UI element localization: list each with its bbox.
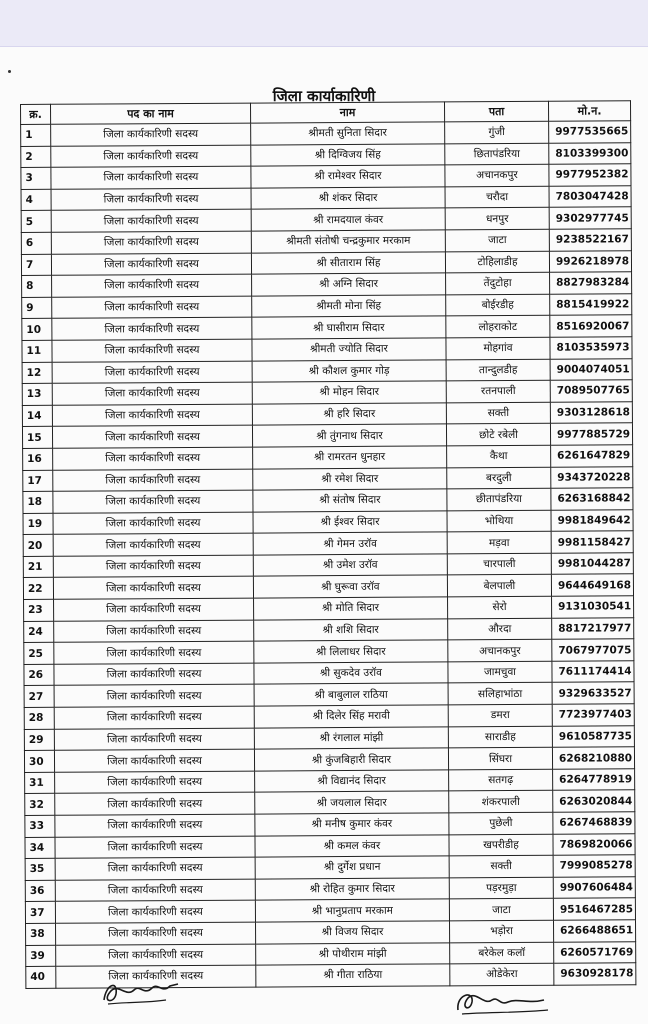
ink-mark [8, 70, 11, 73]
post-cell: जिला कार्यकारिणी सदस्य [56, 965, 256, 988]
mobile-cell: 6268210880 [552, 747, 634, 769]
row-number: 3 [21, 168, 51, 190]
name-cell: श्री रामेश्वर सिदार [251, 165, 445, 188]
mobile-cell: 9977535665 [549, 121, 631, 143]
row-number: 15 [22, 427, 52, 449]
mobile-cell: 8817217977 [552, 617, 634, 639]
post-cell: जिला कार्यकारिणी सदस्य [51, 253, 251, 276]
row-number: 20 [23, 535, 53, 557]
address-cell: तेंदुटोहा [446, 272, 550, 294]
address-cell: धनपुर [445, 208, 549, 230]
row-number: 26 [24, 664, 54, 686]
post-cell: जिला कार्यकारिणी सदस्य [54, 728, 254, 751]
mobile-cell: 9644649168 [551, 574, 633, 596]
mobile-cell: 7089507765 [550, 380, 632, 402]
post-cell: जिला कार्यकारिणी सदस्य [56, 922, 256, 945]
row-number: 40 [26, 966, 56, 988]
row-number: 1 [21, 124, 51, 146]
post-cell: जिला कार्यकारिणी सदस्य [54, 749, 254, 772]
post-cell: जिला कार्यकारिणी सदस्य [53, 577, 253, 600]
name-cell: श्री विजय सिदार [256, 921, 450, 944]
name-cell: श्री सीताराम सिंह [251, 251, 445, 274]
signature-icon [448, 984, 558, 1020]
name-cell: श्रीमती सुनिता सिदार [251, 122, 445, 145]
mobile-cell: 9610587735 [552, 725, 634, 747]
post-cell: जिला कार्यकारिणी सदस्य [54, 620, 254, 643]
mobile-cell: 8103399300 [549, 142, 631, 164]
row-number: 27 [24, 686, 54, 708]
name-cell: श्री घासीराम सिदार [252, 316, 446, 339]
post-cell: जिला कार्यकारिणी सदस्य [51, 231, 251, 254]
document-title: जिला कार्याकारिणी [272, 87, 376, 105]
address-cell: बरदुली [447, 467, 551, 489]
row-number: 21 [23, 556, 53, 578]
name-cell: श्री शंकर सिदार [251, 187, 445, 210]
address-cell: अचानकपुर [445, 164, 549, 186]
address-cell: लोहराकोट [446, 316, 550, 338]
address-cell: छितापंडरिया [445, 143, 549, 165]
address-cell: तान्दुलडीह [446, 359, 550, 381]
mobile-cell: 8103535973 [550, 337, 632, 359]
post-cell: जिला कार्यकारिणी सदस्य [54, 663, 254, 686]
address-cell: मड़वा [447, 532, 551, 554]
viewer-top-bar [0, 0, 648, 47]
post-cell: जिला कार्यकारिणी सदस्य [53, 469, 253, 492]
name-cell: श्री भानुप्रताप मरकाम [255, 899, 449, 922]
address-cell: सलिहाभांठा [448, 683, 552, 705]
row-number: 32 [25, 794, 55, 816]
name-cell: श्री ईश्वर सिदार [253, 511, 447, 534]
address-cell: जाटा [445, 229, 549, 251]
name-cell: श्री लिलाधर सिदार [254, 640, 448, 663]
column-header-sn: क्र. [21, 104, 51, 124]
post-cell: जिला कार्यकारिणी सदस्य [55, 814, 255, 837]
post-cell: जिला कार्यकारिणी सदस्य [52, 425, 252, 448]
post-cell: जिला कार्यकारिणी सदस्य [56, 944, 256, 967]
name-cell: श्री मनीष कुमार कंवर [255, 813, 449, 836]
name-cell: श्री बाबुलाल राठिया [254, 683, 448, 706]
address-cell: सतगढ़ [449, 769, 553, 791]
name-cell: श्रीमती ज्योति सिदार [252, 338, 446, 361]
row-number: 29 [24, 729, 54, 751]
post-cell: जिला कार्यकारिणी सदस्य [53, 533, 253, 556]
address-cell: ओडेकेरा [450, 963, 554, 985]
post-cell: जिला कार्यकारिणी सदस्य [55, 857, 255, 880]
mobile-cell: 6267468839 [553, 812, 635, 834]
name-cell: श्री शशि सिदार [254, 619, 448, 642]
mobile-cell: 9977885729 [550, 423, 632, 445]
post-cell: जिला कार्यकारिणी सदस्य [52, 296, 252, 319]
mobile-cell: 9302977745 [549, 207, 631, 229]
name-cell: श्री कुंजबिहारी सिदार [254, 748, 448, 771]
row-number: 4 [21, 189, 51, 211]
name-cell: श्री जयलाल सिदार [255, 791, 449, 814]
address-cell: डमरा [448, 704, 552, 726]
column-header-name: नाम [250, 102, 444, 123]
address-cell: पड़रमुड़ा [449, 877, 553, 899]
mobile-cell: 9303128618 [550, 401, 632, 423]
post-cell: जिला कार्यकारिणी सदस्य [52, 404, 252, 427]
mobile-cell: 6260571769 [554, 941, 636, 963]
post-cell: जिला कार्यकारिणी सदस्य [51, 188, 251, 211]
mobile-cell: 6261647829 [551, 445, 633, 467]
name-cell: श्री कमल कंवर [255, 834, 449, 857]
mobile-cell: 6266488651 [553, 920, 635, 942]
mobile-cell: 9343720228 [551, 466, 633, 488]
row-number: 6 [21, 232, 51, 254]
row-number: 19 [23, 513, 53, 535]
address-cell: जामचुवा [448, 661, 552, 683]
row-number: 11 [22, 340, 52, 362]
name-cell: श्री तुंगनाथ सिदार [252, 424, 446, 447]
row-number: 31 [25, 772, 55, 794]
mobile-cell: 9926218978 [549, 250, 631, 272]
name-cell: श्री संतोष सिदार [253, 489, 447, 512]
mobile-cell: 6264778919 [553, 769, 635, 791]
post-cell: जिला कार्यकारिणी सदस्य [52, 339, 252, 362]
mobile-cell: 9907606484 [553, 877, 635, 899]
row-number: 25 [24, 643, 54, 665]
mobile-cell: 9977952382 [549, 164, 631, 186]
name-cell: श्री घुरूवा उरॉव [253, 575, 447, 598]
address-cell: चारपाली [447, 553, 551, 575]
post-cell: जिला कार्यकारिणी सदस्य [54, 641, 254, 664]
row-number: 17 [23, 470, 53, 492]
table-body [21, 121, 636, 988]
mobile-cell: 9329633527 [552, 682, 634, 704]
address-cell: गुंजी [445, 121, 549, 143]
post-cell: जिला कार्यकारिणी सदस्य [54, 706, 254, 729]
row-number: 12 [22, 362, 52, 384]
mobile-cell: 6263168842 [551, 488, 633, 510]
name-cell: श्री गीता राठिया [256, 964, 450, 987]
mobile-cell: 9981158427 [551, 531, 633, 553]
mobile-cell: 8516920067 [550, 315, 632, 337]
mobile-cell: 8827983284 [550, 272, 632, 294]
name-cell: श्री गेमन उरॉव [253, 532, 447, 555]
name-cell: श्री अग्नि सिदार [252, 273, 446, 296]
row-number: 34 [25, 837, 55, 859]
post-cell: जिला कार्यकारिणी सदस्य [53, 490, 253, 513]
post-cell: जिला कार्यकारिणी सदस्य [55, 836, 255, 859]
post-cell: जिला कार्यकारिणी सदस्य [51, 166, 251, 189]
address-cell: कैथा [447, 445, 551, 467]
post-cell: जिला कार्यकारिणी सदस्य [54, 685, 254, 708]
name-cell: श्री कौशल कुमार गोड़ [252, 359, 446, 382]
row-number: 14 [22, 405, 52, 427]
row-number: 8 [22, 275, 52, 297]
name-cell: श्री सुकदेव उरॉव [254, 662, 448, 685]
address-cell: टोहिलाडीह [445, 251, 549, 273]
row-number: 33 [25, 815, 55, 837]
mobile-cell: 7803047428 [549, 186, 631, 208]
row-number: 39 [26, 945, 56, 967]
address-cell: पुछेली [449, 812, 553, 834]
row-number: 37 [25, 902, 55, 924]
post-cell: जिला कार्यकारिणी सदस्य [55, 900, 255, 923]
name-cell: श्री रोहित कुमार सिदार [255, 878, 449, 901]
post-cell: जिला कार्यकारिणी सदस्य [52, 382, 252, 405]
address-cell: जाटा [449, 899, 553, 921]
mobile-cell: 9516467285 [553, 898, 635, 920]
name-cell: श्री विद्यानंद सिदार [255, 770, 449, 793]
address-cell: सक्ती [449, 855, 553, 877]
name-cell: श्री दुर्गेश प्रधान [255, 856, 449, 879]
post-cell: जिला कार्यकारिणी सदस्य [53, 512, 253, 535]
name-cell: श्री मोति सिदार [254, 597, 448, 620]
members-table [20, 100, 636, 988]
address-cell: मोहगांव [446, 337, 550, 359]
address-cell: औरदा [448, 618, 552, 640]
mobile-cell: 8815419922 [550, 294, 632, 316]
row-number: 22 [23, 578, 53, 600]
column-header-address: पता [444, 101, 548, 122]
row-number: 30 [24, 751, 54, 773]
row-number: 5 [21, 211, 51, 233]
address-cell: अचानकपुर [448, 640, 552, 662]
post-cell: जिला कार्यकारिणी सदस्य [55, 879, 255, 902]
address-cell: सक्ती [446, 402, 550, 424]
post-cell: जिला कार्यकारिणी सदस्य [51, 123, 251, 146]
name-cell: श्री रामदयाल कंवर [251, 208, 445, 231]
row-number: 35 [25, 858, 55, 880]
mobile-cell: 7869820066 [553, 833, 635, 855]
address-cell: बेलपाली [447, 575, 551, 597]
address-cell: साराडीह [448, 726, 552, 748]
row-number: 36 [25, 880, 55, 902]
post-cell: जिला कार्यकारिणी सदस्य [53, 555, 253, 578]
row-number: 38 [26, 923, 56, 945]
address-cell: सिंघरा [448, 747, 552, 769]
name-cell: श्री रंगलाल मांझी [254, 727, 448, 750]
post-cell: जिला कार्यकारिणी सदस्य [53, 447, 253, 470]
name-cell: श्री रामरतन धुनहार [253, 446, 447, 469]
post-cell: जिला कार्यकारिणी सदस्य [52, 361, 252, 384]
name-cell: श्रीमती संतोषी चन्द्रकुमार मरकाम [251, 230, 445, 253]
mobile-cell: 7611174414 [552, 661, 634, 683]
name-cell: श्री रमेश सिदार [253, 467, 447, 490]
row-number: 9 [22, 297, 52, 319]
address-cell: रतनपाली [446, 380, 550, 402]
address-cell: छोटे रबेली [446, 424, 550, 446]
mobile-cell: 7723977403 [552, 704, 634, 726]
row-number: 13 [22, 383, 52, 405]
row-number: 23 [24, 599, 54, 621]
post-cell: जिला कार्यकारिणी सदस्य [52, 317, 252, 340]
mobile-cell: 9131030541 [552, 596, 634, 618]
name-cell: श्री दिलेर सिंह मरावी [254, 705, 448, 728]
mobile-cell: 9004074051 [550, 358, 632, 380]
row-number: 10 [22, 319, 52, 341]
name-cell: श्री उमेश उरॉव [253, 554, 447, 577]
address-cell: शंकरपाली [449, 791, 553, 813]
mobile-cell: 9238522167 [549, 229, 631, 251]
mobile-cell: 9981044287 [551, 553, 633, 575]
row-number: 18 [23, 491, 53, 513]
address-cell: भोथिया [447, 510, 551, 532]
name-cell: श्री दिग्विजय सिंह [251, 143, 445, 166]
row-number: 28 [24, 707, 54, 729]
mobile-cell: 9981849642 [551, 509, 633, 531]
signature-icon [96, 972, 186, 1012]
post-cell: जिला कार्यकारिणी सदस्य [54, 598, 254, 621]
name-cell: श्री हरि सिदार [252, 403, 446, 426]
mobile-cell: 6263020844 [553, 790, 635, 812]
mobile-cell: 7999085278 [553, 855, 635, 877]
post-cell: जिला कार्यकारिणी सदस्य [52, 274, 252, 297]
row-number: 2 [21, 146, 51, 168]
address-cell: बरेकेल कलॉ [450, 942, 554, 964]
row-number: 7 [21, 254, 51, 276]
mobile-cell: 9630928178 [554, 963, 636, 985]
name-cell: श्री मोहन सिदार [252, 381, 446, 404]
column-header-post: पद का नाम [51, 103, 251, 124]
address-cell: सेरो [448, 596, 552, 618]
name-cell: श्रीमती मोना सिंह [252, 295, 446, 318]
post-cell: जिला कार्यकारिणी सदस्य [51, 209, 251, 232]
post-cell: जिला कार्यकारिणी सदस्य [55, 771, 255, 794]
post-cell: जिला कार्यकारिणी सदस्य [51, 145, 251, 168]
name-cell: श्री पोथीराम मांझी [256, 942, 450, 965]
address-cell: बोईरडीह [446, 294, 550, 316]
row-number: 24 [24, 621, 54, 643]
address-cell: चरौदा [445, 186, 549, 208]
post-cell: जिला कार्यकारिणी सदस्य [55, 792, 255, 815]
mobile-cell: 7067977075 [552, 639, 634, 661]
address-cell: छीतापंडरिया [447, 488, 551, 510]
column-header-mobile: मो.न. [548, 101, 630, 122]
row-number: 16 [23, 448, 53, 470]
address-cell: खपरीडीह [449, 834, 553, 856]
address-cell: भड़ोरा [449, 920, 553, 942]
